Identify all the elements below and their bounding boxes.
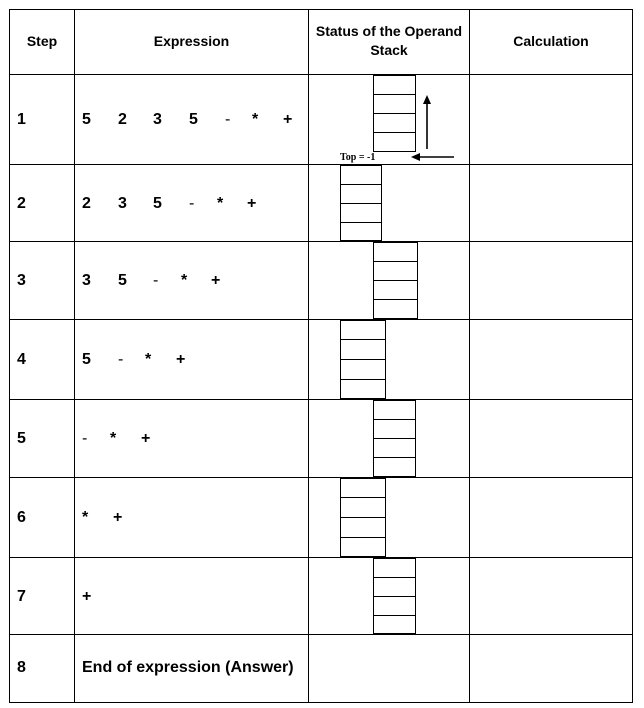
stack-cell-divider bbox=[341, 517, 385, 518]
expression-token: + bbox=[141, 430, 151, 447]
stack-cell-divider bbox=[341, 537, 385, 538]
left-arrow-icon bbox=[411, 153, 454, 161]
stack-cell-divider bbox=[374, 94, 415, 95]
stack-cell-divider bbox=[341, 359, 385, 360]
expression-token: - bbox=[153, 272, 159, 289]
expression-token: + bbox=[211, 272, 221, 289]
column-divider bbox=[308, 9, 309, 703]
operand-stack bbox=[340, 165, 382, 241]
expression-token: 3 bbox=[153, 111, 162, 128]
stack-cell-divider bbox=[341, 339, 385, 340]
expression-token: + bbox=[247, 195, 257, 212]
step-number: 6 bbox=[17, 509, 26, 526]
expression-token: + bbox=[176, 351, 186, 368]
step-number: 4 bbox=[17, 351, 26, 368]
expression-token: * bbox=[181, 272, 188, 289]
step-number: 1 bbox=[17, 111, 26, 128]
stack-cell-divider bbox=[374, 299, 417, 300]
row-divider bbox=[9, 634, 633, 635]
stack-cell-divider bbox=[374, 113, 415, 114]
row-divider bbox=[9, 399, 633, 400]
stack-cell-divider bbox=[374, 596, 415, 597]
expression-token: + bbox=[283, 111, 293, 128]
expression-token: * bbox=[252, 111, 259, 128]
expression-token: - bbox=[225, 111, 231, 128]
step-number: 5 bbox=[17, 430, 26, 447]
step-number: 2 bbox=[17, 195, 26, 212]
operand-stack bbox=[373, 242, 418, 319]
header-step: Step bbox=[26, 33, 58, 49]
stack-cell-divider bbox=[374, 615, 415, 616]
expression-token: 3 bbox=[82, 272, 91, 289]
row-divider bbox=[9, 557, 633, 558]
step-number: 8 bbox=[17, 659, 26, 676]
expression-token: 2 bbox=[82, 195, 91, 212]
operand-stack bbox=[373, 400, 416, 477]
table-border-top bbox=[9, 9, 633, 10]
expression-token: 5 bbox=[189, 111, 198, 128]
expression-token: * bbox=[145, 351, 152, 368]
expression-token: + bbox=[113, 509, 123, 526]
expression-token: - bbox=[118, 351, 124, 368]
header-divider bbox=[9, 74, 633, 75]
expression-token: 5 bbox=[82, 351, 91, 368]
stack-cell-divider bbox=[341, 222, 381, 223]
stack-cell-divider bbox=[374, 438, 415, 439]
column-divider bbox=[469, 9, 470, 703]
operand-stack bbox=[373, 558, 416, 634]
expression-token: * bbox=[217, 195, 224, 212]
expression-token: 5 bbox=[118, 272, 127, 289]
expression-token: * bbox=[82, 509, 89, 526]
stack-cell-divider bbox=[341, 497, 385, 498]
header-calculation: Calculation bbox=[513, 33, 589, 49]
operand-stack bbox=[340, 320, 386, 399]
expression-token: 2 bbox=[118, 111, 127, 128]
table-border-bottom bbox=[9, 702, 633, 703]
stack-cell-divider bbox=[374, 280, 417, 281]
top-pointer-label: Top = -1 bbox=[340, 152, 376, 163]
expression-token: + bbox=[82, 588, 92, 605]
stack-cell-divider bbox=[374, 261, 417, 262]
expression-token: 5 bbox=[82, 111, 91, 128]
stack-cell-divider bbox=[341, 203, 381, 204]
stack-cell-divider bbox=[341, 379, 385, 380]
column-divider bbox=[74, 9, 75, 703]
up-arrow-icon bbox=[423, 95, 431, 149]
table-border-right bbox=[632, 9, 633, 703]
stack-cell-divider bbox=[341, 184, 381, 185]
expression-token: * bbox=[110, 430, 117, 447]
stack-cell-divider bbox=[374, 132, 415, 133]
stack-cell-divider bbox=[374, 577, 415, 578]
stack-cell-divider bbox=[374, 457, 415, 458]
expression-token: 5 bbox=[153, 195, 162, 212]
table-border-left bbox=[9, 9, 10, 703]
row-divider bbox=[9, 164, 633, 165]
row-divider bbox=[9, 477, 633, 478]
step-number: 3 bbox=[17, 272, 26, 289]
header-stack-status: Status of the Operand Stack bbox=[315, 23, 463, 58]
end-of-expression-label: End of expression (Answer) bbox=[82, 659, 294, 676]
expression-token: 3 bbox=[118, 195, 127, 212]
operand-stack bbox=[373, 75, 416, 152]
expression-token: - bbox=[82, 430, 88, 447]
header-expression: Expression bbox=[153, 33, 230, 49]
operand-stack bbox=[340, 478, 386, 557]
stack-cell-divider bbox=[374, 419, 415, 420]
row-divider bbox=[9, 241, 633, 242]
step-number: 7 bbox=[17, 588, 26, 605]
expression-token: - bbox=[189, 195, 195, 212]
row-divider bbox=[9, 319, 633, 320]
